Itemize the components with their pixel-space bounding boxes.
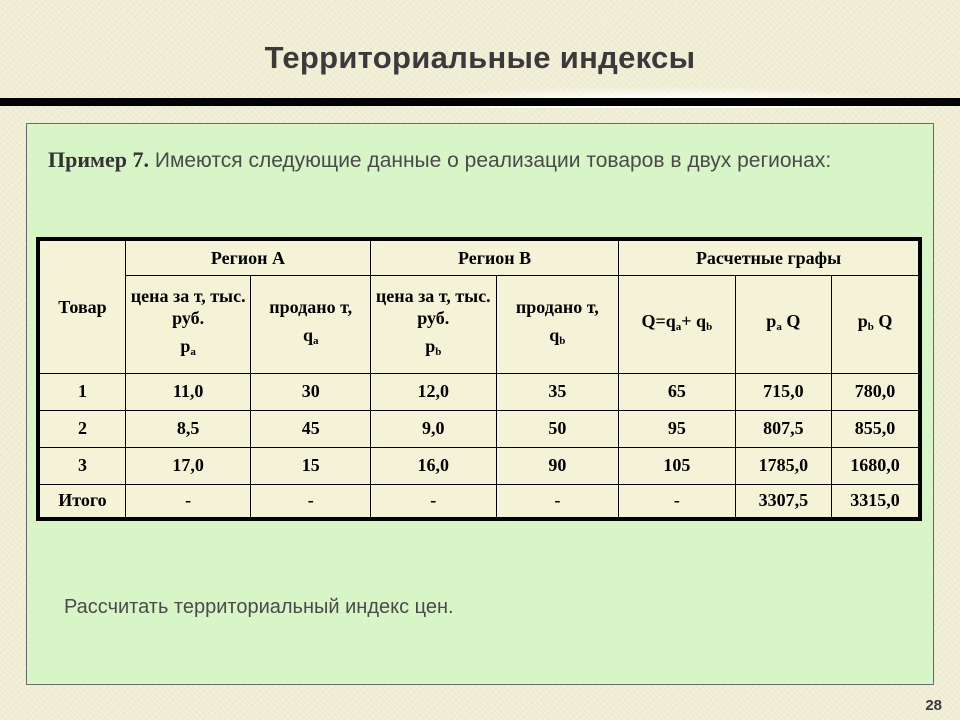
price-a-label: цена за т, тыс. руб. (130, 286, 246, 328)
table-row (38, 373, 920, 410)
cell: 16,0 (370, 447, 496, 484)
cell: 3 (38, 447, 125, 484)
total-row (38, 484, 920, 519)
cell: - (496, 484, 619, 519)
cell: 45 (251, 410, 371, 447)
cell: 3307,5 (735, 484, 831, 519)
cell: 1785,0 (735, 447, 831, 484)
cell: 12,0 (370, 373, 496, 410)
table-row (38, 410, 920, 447)
sold-a-symbol: $q_a$ (302, 325, 319, 347)
sold-b-header (496, 275, 619, 373)
pa-q-header: $p_a$ Q (735, 275, 831, 373)
cell: 1680,0 (832, 447, 920, 484)
task-text: Рассчитать территориальный индекс цен. (64, 596, 454, 618)
title-rule (0, 98, 960, 106)
region-a-header: Регион А (125, 239, 370, 275)
product-header: Товар (38, 239, 125, 373)
cell: 90 (496, 447, 619, 484)
cell: - (370, 484, 496, 519)
header-row-1 (38, 239, 920, 275)
cell: 35 (496, 373, 619, 410)
cell: 807,5 (735, 410, 831, 447)
cell: 1 (38, 373, 125, 410)
cell: 2 (38, 410, 125, 447)
header-row-2 (38, 275, 920, 373)
cell: 95 (619, 410, 736, 447)
table-row (38, 447, 920, 484)
cell: 3315,0 (832, 484, 920, 519)
q-formula-header: $Q=q_a+ q_b$ (619, 275, 736, 373)
cell: 65 (619, 373, 736, 410)
cell: - (619, 484, 736, 519)
cell: 17,0 (125, 447, 251, 484)
intro-text: Имеются следующие данные о реализации товаров в двух регионах: (149, 149, 832, 172)
pb-q-header: $p_b$ Q (832, 275, 920, 373)
page-number: 28 (925, 697, 942, 714)
sold-b-label: продано т, (515, 297, 599, 317)
price-a-symbol: $p_a$ (180, 336, 196, 358)
sold-a-label: продано т, (269, 297, 353, 317)
slide-title: Территориальные индексы (264, 40, 696, 75)
cell: 855,0 (832, 410, 920, 447)
region-b-header: Регион В (370, 239, 618, 275)
cell: Итого (38, 484, 125, 519)
intro-paragraph (48, 145, 878, 176)
cell: 780,0 (832, 373, 920, 410)
example-label: Пример 7. (48, 147, 150, 172)
price-b-header (370, 275, 496, 373)
price-b-symbol: $p_b$ (425, 336, 442, 358)
cell: 50 (496, 410, 619, 447)
cell: - (125, 484, 251, 519)
cell: - (251, 484, 371, 519)
cell: 105 (619, 447, 736, 484)
price-b-label: цена за т, тыс. руб. (375, 286, 491, 328)
computed-columns-header: Расчетные графы (619, 239, 920, 275)
cell: 30 (251, 373, 371, 410)
cell: 11,0 (125, 373, 251, 410)
sold-b-symbol: $q_b$ (549, 325, 566, 347)
cell: 15 (251, 447, 371, 484)
cell: 9,0 (370, 410, 496, 447)
price-a-header (125, 275, 251, 373)
cell: 715,0 (735, 373, 831, 410)
cell: 8,5 (125, 410, 251, 447)
sold-a-header (251, 275, 371, 373)
data-table (36, 237, 922, 521)
